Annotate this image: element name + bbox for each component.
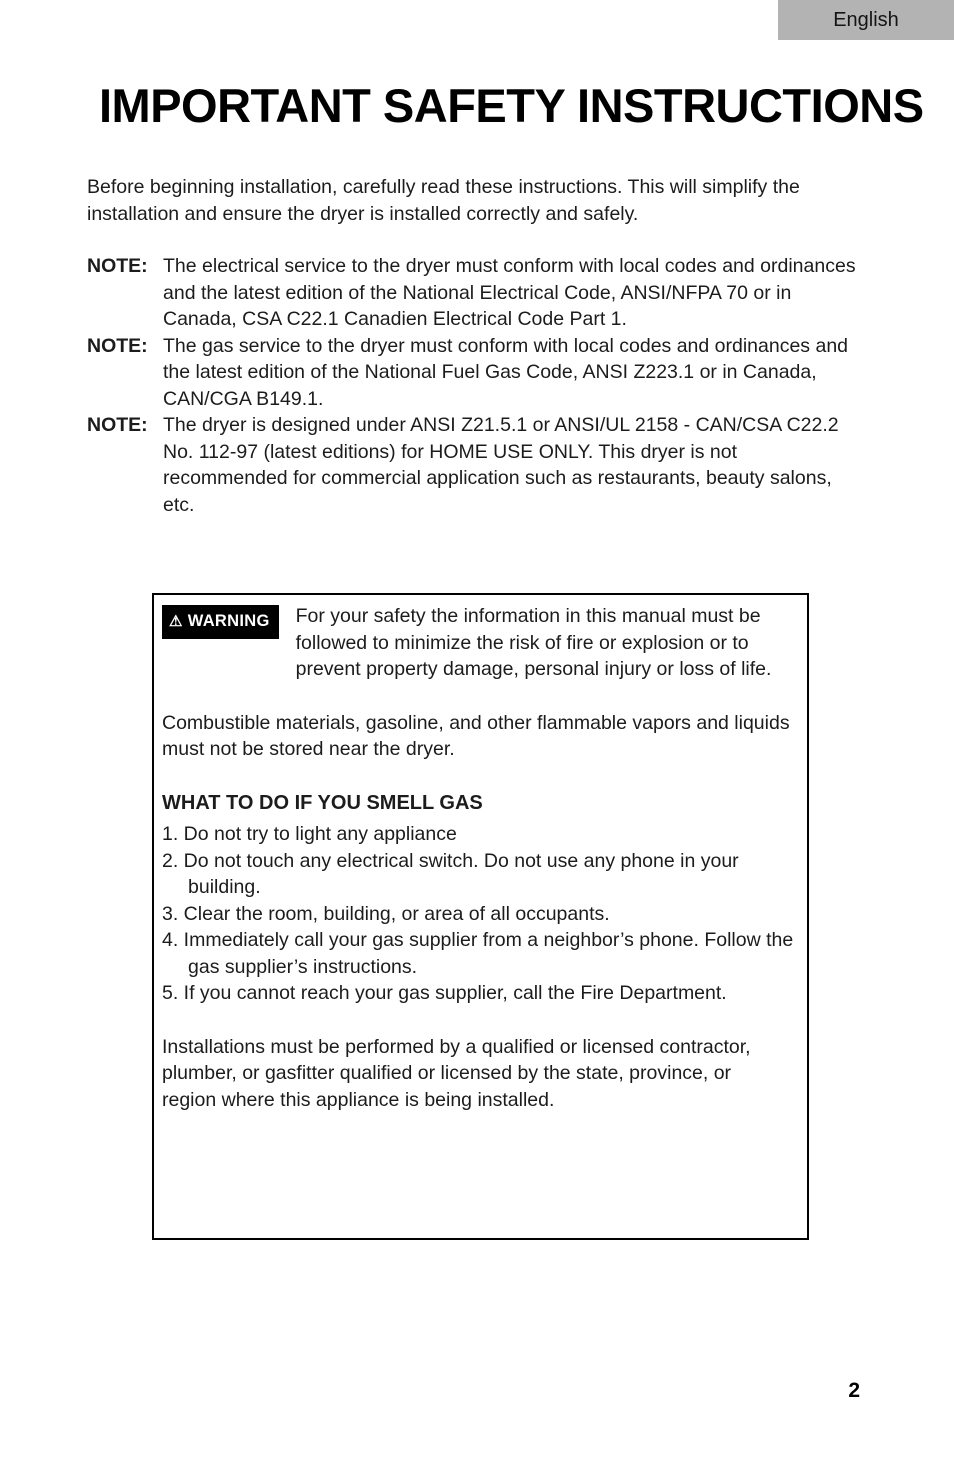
warning-badge-label: WARNING	[187, 612, 270, 630]
combustible-paragraph: Combustible materials, gasoline, and other flammable vapors and liquids must not be stored near the dryer.	[162, 711, 790, 760]
intro-paragraph: Before beginning installation, carefully read these instructions. This will simplify the installation and ensure the dryer is installed correctly and safely.	[87, 176, 800, 225]
gas-step-3: 3. Clear the room, building, or area of all occupants.	[162, 902, 610, 925]
warning-intro-paragraph: For your safety the information in this manual must be followed to minimize the risk of fire or explosion or to prevent property damage, personal injury or loss of life.	[295, 605, 772, 680]
language-banner	[778, 0, 954, 40]
notes-section	[87, 253, 867, 518]
warning-box	[152, 593, 809, 1240]
warning-triangle-icon: ⚠	[169, 612, 183, 630]
note-item	[87, 333, 867, 413]
gas-step-5: 5. If you cannot reach your gas supplier, call the Fire Department.	[162, 982, 727, 1004]
warning-badge	[162, 605, 279, 639]
page-number: 2	[848, 1379, 860, 1402]
note-item	[87, 253, 867, 333]
page-title: IMPORTANT SAFETY INSTRUCTIONS	[99, 79, 924, 132]
note-item	[87, 412, 867, 518]
gas-step-2: 2. Do not touch any electrical switch. Do not use any phone in your building.	[162, 849, 739, 898]
note-label: NOTE:	[87, 255, 148, 277]
note-label: NOTE:	[87, 414, 148, 436]
gas-step-1: 1. Do not try to light any appliance	[162, 823, 457, 845]
smell-gas-heading: WHAT TO DO IF YOU SMELL GAS	[162, 791, 483, 814]
warning-header	[162, 603, 795, 683]
language-label: English	[833, 8, 899, 31]
gas-steps-list	[162, 821, 795, 1007]
note-text: The electrical service to the dryer must conform with local codes and ordinances and the latest edition of the National Electrical Code, ANSI/NFPA 70 or in Canada, CSA C22.1 Canadien Electrical Code Part 1.	[163, 255, 856, 330]
gas-step-4: 4. Immediately call your gas supplier from a neighbor’s phone. Follow the gas supplier’s instructions.	[162, 929, 794, 978]
installations-paragraph: Installations must be performed by a qualified or licensed contractor, plumber, or gasfitter qualified or licensed by the state, province, or region where this appliance is being installed.	[162, 1035, 751, 1111]
note-text: The dryer is designed under ANSI Z21.5.1 or ANSI/UL 2158 - CAN/CSA C22.2 No. 112-97 (latest editions) for HOME USE ONLY. This dryer is not recommended for commercial application such as restaurants, beauty salons, etc.	[163, 414, 839, 516]
note-label: NOTE:	[87, 334, 148, 357]
note-text: The gas service to the dryer must conform with local codes and ordinances and the latest edition of the National Fuel Gas Code, ANSI Z223.1 or in Canada, CAN/CGA B149.1.	[163, 334, 849, 410]
